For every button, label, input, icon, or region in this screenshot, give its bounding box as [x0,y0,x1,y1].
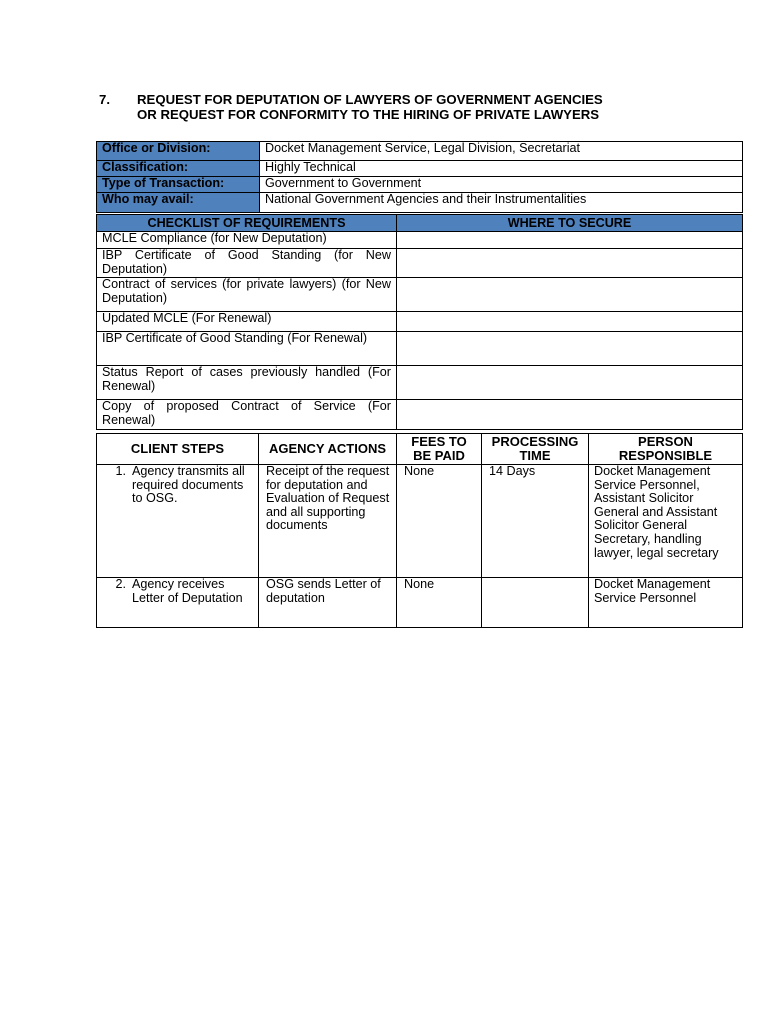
agency-action: OSG sends Letter of deputation [259,578,397,628]
step-row [97,465,743,578]
step-number: 2. [115,577,126,591]
header-processing-time: PROCESSING TIME [482,434,589,465]
processing-time [482,578,589,628]
checklist-row [97,232,743,249]
section-title-line-1: REQUEST FOR DEPUTATION OF LAWYERS OF GOVERNMENT AGENCIES [137,92,603,107]
checklist-row [97,312,743,332]
info-row-classification [97,161,743,177]
requirement-text: MCLE Compliance (for New Deputation) [97,232,397,249]
step-number: 1. [115,464,126,478]
where-to-secure [397,312,743,332]
checklist-row [97,332,743,366]
where-to-secure [397,249,743,278]
checklist-header-requirements: CHECKLIST OF REQUIREMENTS [97,215,397,232]
client-step-cell [97,465,259,578]
where-to-secure [397,232,743,249]
checklist-row [97,400,743,430]
info-label: Who may avail: [97,193,260,213]
client-step-cell [97,578,259,628]
client-step-text: Agency transmits all required documents to OSG. [132,464,245,506]
processing-time: 14 Days [482,465,589,578]
person-responsible: Docket Management Service Personnel, Assistant Solicitor General and Assistant Solicitor General Secretary, handling lawyer, legal secretary [589,465,743,578]
requirement-text: Status Report of cases previously handled (For Renewal) [97,366,397,400]
info-label: Classification: [97,161,260,177]
info-row-who-may-avail [97,193,743,213]
header-agency-actions: AGENCY ACTIONS [259,434,397,465]
checklist-row [97,249,743,278]
header-person-responsible: PERSON RESPONSIBLE [589,434,743,465]
checklist-table [96,214,743,430]
section-number: 7. [99,92,110,107]
fees: None [397,465,482,578]
info-value: Government to Government [260,177,743,193]
requirement-text: Updated MCLE (For Renewal) [97,312,397,332]
info-value: Docket Management Service, Legal Division, Secretariat [260,142,743,161]
where-to-secure [397,278,743,312]
step-row [97,578,743,628]
service-info-table [96,141,743,213]
info-label: Type of Transaction: [97,177,260,193]
person-responsible: Docket Management Service Personnel [589,578,743,628]
info-label: Office or Division: [97,142,260,161]
header-client-steps: CLIENT STEPS [97,434,259,465]
requirement-text: IBP Certificate of Good Standing (For Renewal) [97,332,397,366]
checklist-header-where: WHERE TO SECURE [397,215,743,232]
info-row-transaction-type [97,177,743,193]
checklist-row [97,366,743,400]
info-value: National Government Agencies and their Instrumentalities [260,193,743,213]
where-to-secure [397,332,743,366]
agency-action: Receipt of the request for deputation and Evaluation of Request and all supporting documents [259,465,397,578]
requirement-text: Copy of proposed Contract of Service (For Renewal) [97,400,397,430]
info-row-office [97,142,743,161]
steps-header-row [97,434,743,465]
checklist-header-row [97,215,743,232]
where-to-secure [397,366,743,400]
fees: None [397,578,482,628]
section-title-line-2: OR REQUEST FOR CONFORMITY TO THE HIRING OF PRIVATE LAWYERS [137,107,600,122]
header-fees: FEES TO BE PAID [397,434,482,465]
client-step-text: Agency receives Letter of Deputation [132,577,243,605]
requirement-text: IBP Certificate of Good Standing (for New Deputation) [97,249,397,278]
requirement-text: Contract of services (for private lawyers) (for New Deputation) [97,278,397,312]
checklist-row [97,278,743,312]
client-steps-table [96,433,743,628]
info-value: Highly Technical [260,161,743,177]
where-to-secure [397,400,743,430]
